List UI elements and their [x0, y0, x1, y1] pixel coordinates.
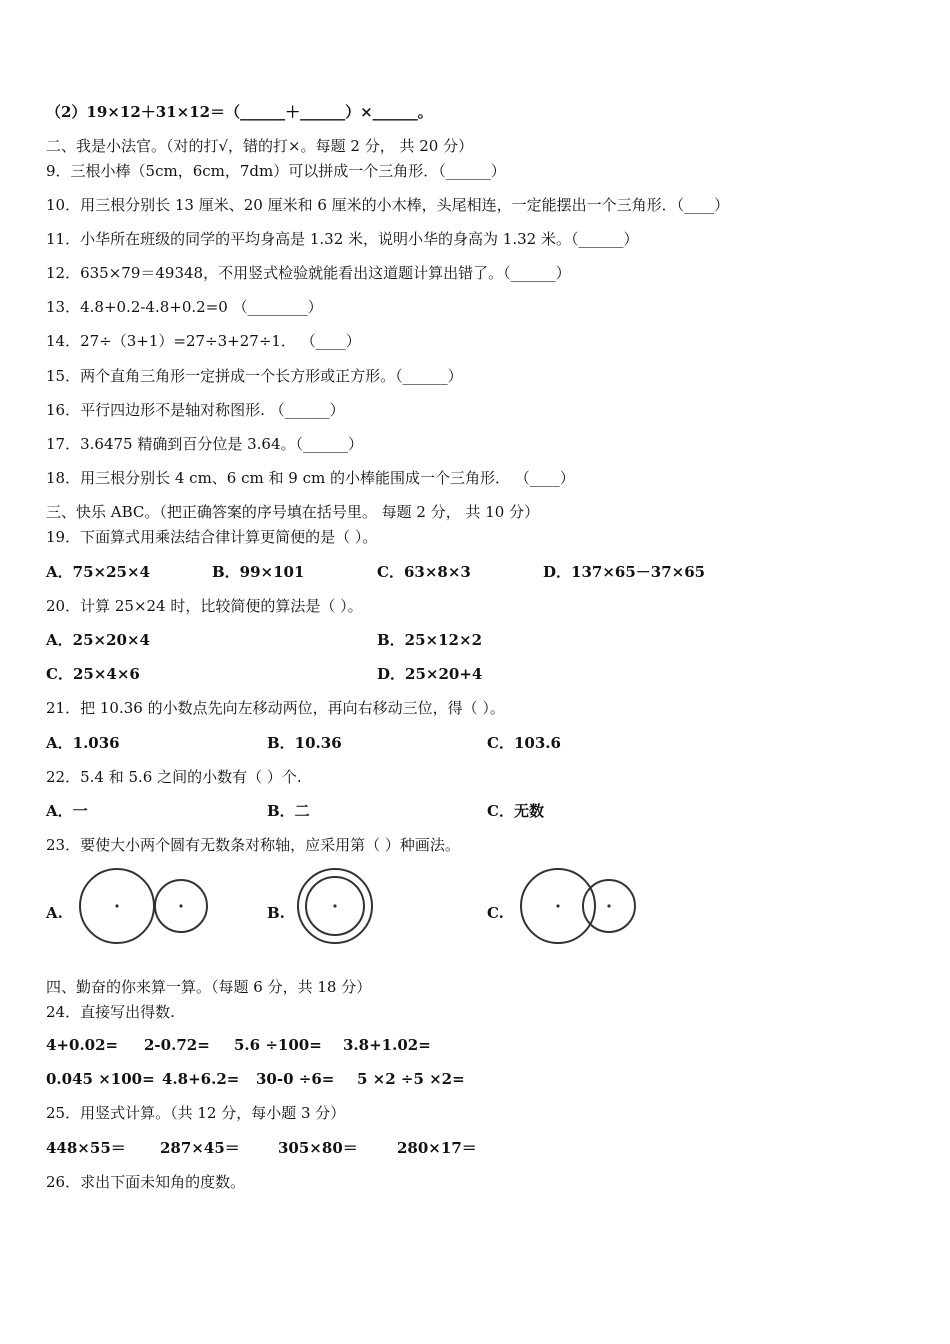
q19-option-b: B．99×101 [212, 563, 305, 581]
q19-option-a: A．75×25×4 [46, 563, 150, 581]
section-2-heading: 二、我是小法官。（对的打√，错的打×。每题 2 分， 共 20 分） [46, 137, 474, 155]
q24-item: 3.8+1.02= [343, 1036, 431, 1054]
q22-option-b: B．二 [267, 802, 310, 820]
q24-item: 2-0.72= [144, 1036, 210, 1054]
q25-item: 305×80＝ [278, 1139, 358, 1157]
q21-option-a: A．1.036 [46, 734, 120, 752]
q23-option-b-label: B. [267, 904, 285, 922]
q23-option-c-label: C. [487, 904, 504, 922]
q22-option-a: A．一 [46, 802, 88, 820]
q21-option-b: B．10.36 [267, 734, 342, 752]
question-21: 21．把 10.36 的小数点先向左移动两位，再向右移动三位，得（ ）。 [46, 699, 505, 717]
question-10: 10．用三根分别长 13 厘米、20 厘米和 6 厘米的小木棒，头尾相连，一定能摆出一个三角形．（____） [46, 196, 730, 214]
question-14: 14．27÷（3+1）=27÷3+27÷1． （____） [46, 332, 361, 350]
question-23: 23．要使大小两个圆有无数条对称轴，应采用第（ ）种画法。 [46, 836, 460, 854]
question-19: 19．下面算式用乘法结合律计算更简便的是（ ）。 [46, 528, 378, 546]
question-11: 11．小华所在班级的同学的平均身高是 1.32 米，说明小华的身高为 1.32 米。（______） [46, 230, 639, 248]
q24-item: 0.045 ×100= [46, 1070, 155, 1088]
q21-option-c: C．103.6 [487, 734, 561, 752]
q19-option-d: D．137×65－37×65 [543, 563, 706, 581]
question-22: 22．5.4 和 5.6 之间的小数有（ ）个. [46, 768, 302, 786]
q20-option-d: D．25×20+4 [377, 665, 483, 683]
concentric-circles-figure [295, 866, 415, 948]
q24-item: 4+0.02= [46, 1036, 119, 1054]
q20-option-b: B．25×12×2 [377, 631, 483, 649]
question-13: 13．4.8+0.2-4.8+0.2=0 （________） [46, 298, 323, 316]
q23-option-a-label: A. [46, 904, 63, 922]
question-18: 18．用三根分别长 4 cm、6 cm 和 9 cm 的小棒能围成一个三角形． （____） [46, 469, 575, 487]
q24-item: 5.6 ÷100= [234, 1036, 322, 1054]
q20-option-a: A．25×20×4 [46, 631, 150, 649]
question-20: 20．计算 25×24 时，比较简便的算法是（ ）。 [46, 597, 363, 615]
intersecting-circles-figure [517, 866, 687, 948]
q25-item: 448×55＝ [46, 1139, 126, 1157]
question-16: 16．平行四边形不是轴对称图形. （______） [46, 401, 345, 419]
q20-option-c: C．25×4×6 [46, 665, 140, 683]
question-17: 17．3.6475 精确到百分位是 3.64。（______） [46, 435, 364, 453]
question-26: 26．求出下面未知角的度数。 [46, 1173, 246, 1191]
section-3-heading: 三、快乐 ABC。（把正确答案的序号填在括号里。 每题 2 分， 共 10 分） [46, 503, 540, 521]
q24-item: 30-0 ÷6= [256, 1070, 335, 1088]
q25-item: 287×45＝ [160, 1139, 240, 1157]
question-12: 12．635×79＝49348，不用竖式检验就能看出这道题计算出错了。（______） [46, 264, 571, 282]
q24-item: 4.8+6.2= [162, 1070, 240, 1088]
question-24: 24．直接写出得数. [46, 1003, 175, 1021]
q22-option-c: C．无数 [487, 802, 544, 820]
line-item-2: （2）19×12＋31×12＝（______＋______）×______。 [46, 103, 433, 121]
q24-item: 5 ×2 ÷5 ×2= [357, 1070, 465, 1088]
circles-side-by-side-figure [76, 866, 246, 948]
q25-item: 280×17＝ [397, 1139, 477, 1157]
question-9: 9．三根小棒（5cm，6cm，7dm）可以拼成一个三角形．（______） [46, 162, 506, 180]
question-25: 25．用竖式计算。（共 12 分，每小题 3 分） [46, 1104, 346, 1122]
q19-option-c: C．63×8×3 [377, 563, 471, 581]
question-15: 15．两个直角三角形一定拼成一个长方形或正方形。（______） [46, 367, 463, 385]
section-4-heading: 四、勤奋的你来算一算。（每题 6 分，共 18 分） [46, 978, 372, 996]
